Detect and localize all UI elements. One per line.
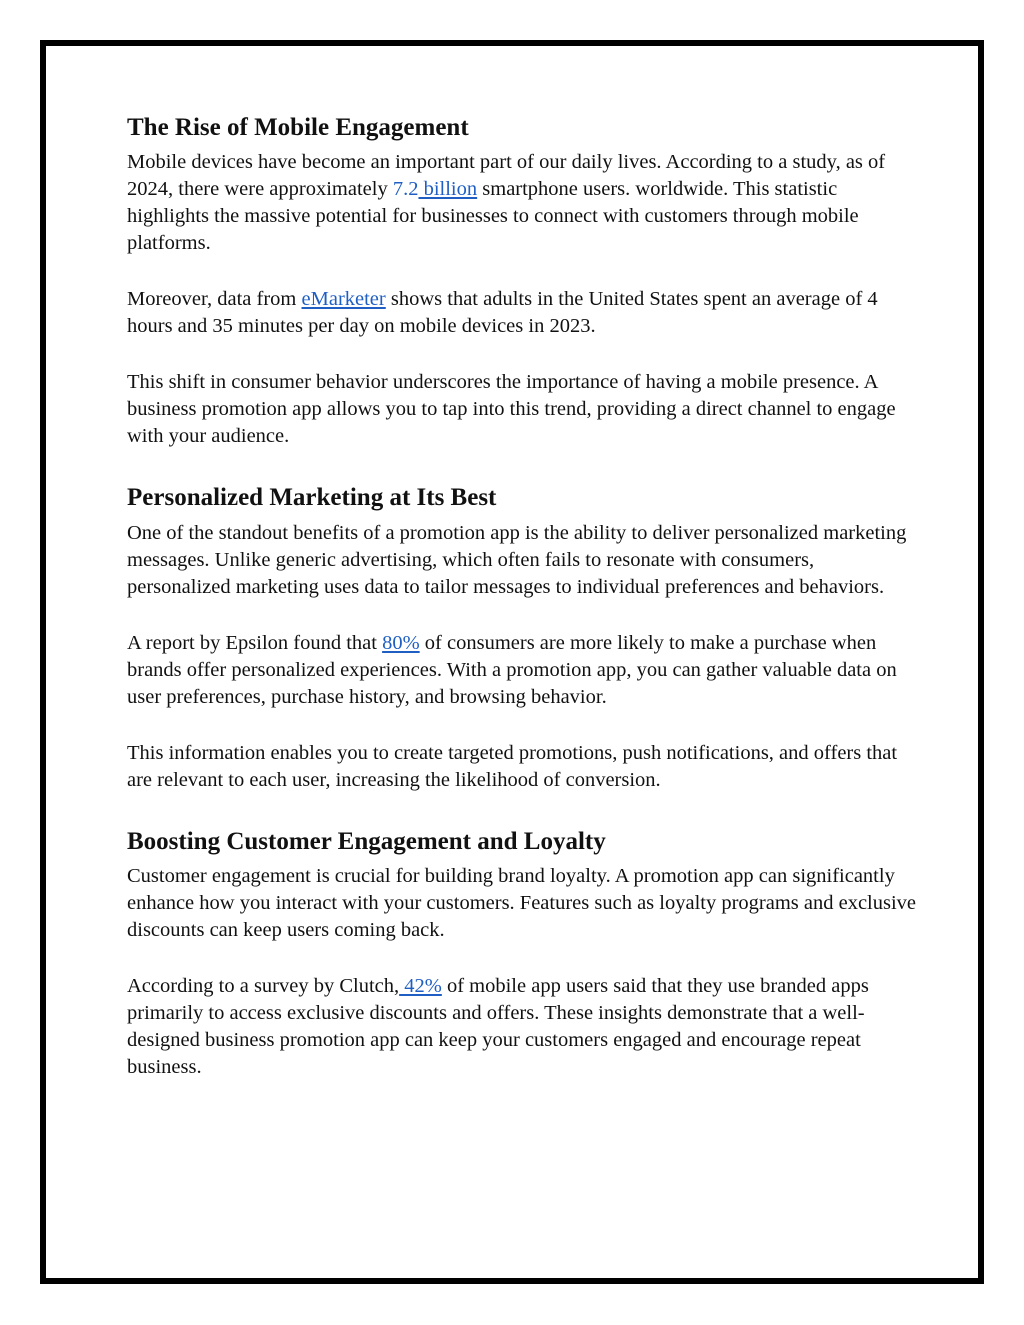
paragraph-engagement-loyalty: Customer engagement is crucial for building brand loyalty. A promotion app can significantly enhance how you interact with your customers. Features such as loyalty programs and exclusive discounts can keep users coming back. xyxy=(127,864,917,941)
text: of mobile app users said that they use branded apps primarily to access exclusive discounts and offers. These insights demonstrate that a well-designed business promotion app can keep your customers engaged and encourage repeat business. xyxy=(127,974,869,1078)
text: According to a survey by Clutch, xyxy=(127,974,400,997)
section-heading-customer-engagement: Boosting Customer Engagement and Loyalty xyxy=(127,827,606,855)
paragraph-targeted-promotions: This information enables you to create targeted promotions, push notifications, and offers that are relevant to each user, increasing the likelihood of conversion. xyxy=(127,741,898,791)
section-heading-mobile-engagement: The Rise of Mobile Engagement xyxy=(127,114,469,141)
text: A report by Epsilon found that xyxy=(127,631,383,654)
section-heading-personalized-marketing: Personalized Marketing at Its Best xyxy=(127,484,497,512)
text: Moreover, data from xyxy=(127,288,302,311)
paragraph-mobile-stats xyxy=(127,149,917,257)
text: Mobile devices have become an important part of our daily lives. According to a study, as of 2024, there were approximately xyxy=(127,151,886,201)
paragraph-consumer-shift: This shift in consumer behavior underscores the importance of having a mobile presence. A business promotion app allows you to tap into this trend, providing a direct channel to engage with your audience. xyxy=(127,371,896,448)
link-number-7-2[interactable]: 7.2 xyxy=(392,178,419,201)
paragraph-personalized-benefits: One of the standout benefits of a promotion app is the ability to deliver personalized marketing messages. Unlike generic advertising, which often fails to resonate with consumers, personalized marketing uses data to tailor messages to individual preferences and behaviors. xyxy=(127,521,907,598)
text: smartphone users. worldwide. This statistic highlights the massive potential for businesses to connect with customers through mobile platforms. xyxy=(127,178,859,255)
paragraph-emarketer xyxy=(127,286,917,340)
text: of consumers are more likely to make a purchase when brands offer personalized experiences. With a promotion app, you can gather valuable data on user preferences, purchase history, and browsing behavior. xyxy=(127,631,897,708)
paragraph-clutch-survey xyxy=(127,973,917,1081)
paragraph-epsilon-report xyxy=(127,630,917,711)
link-80-percent[interactable]: 80% xyxy=(382,631,420,654)
document-body xyxy=(127,112,917,1110)
link-42-percent[interactable]: 42% xyxy=(399,974,442,997)
link-emarketer[interactable]: eMarketer xyxy=(301,288,386,311)
link-billion[interactable]: billion xyxy=(418,178,478,201)
text: shows that adults in the United States spent an average of 4 hours and 35 minutes per day on mobile devices in 2023. xyxy=(127,288,878,338)
page-frame xyxy=(40,40,984,1284)
